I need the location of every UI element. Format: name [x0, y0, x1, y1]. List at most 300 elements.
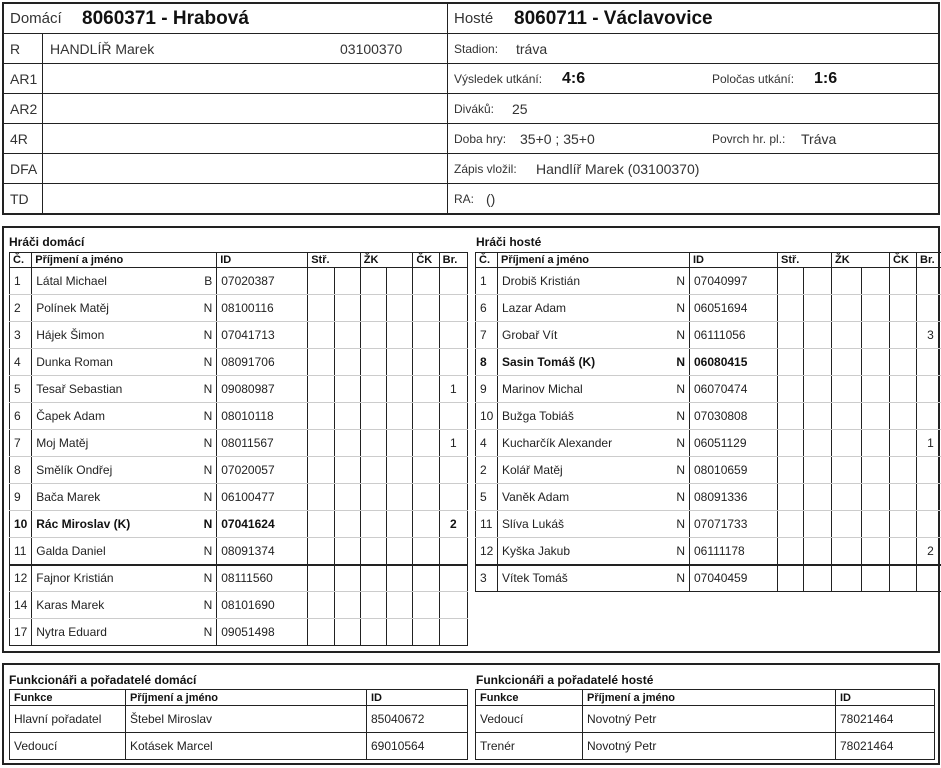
- cell-id: 08091374: [217, 538, 308, 565]
- cell-num: 5: [476, 484, 498, 511]
- player-flag: N: [676, 355, 685, 369]
- table-row: [476, 733, 935, 760]
- cell-name: [498, 322, 690, 349]
- cell-red: [890, 538, 917, 565]
- player-name: Slíva Lukáš: [502, 517, 565, 531]
- player-flag: N: [203, 598, 213, 612]
- referee-name: HANDLÍŘ Marek: [50, 40, 155, 57]
- cell-id: 06070474: [690, 376, 778, 403]
- referee-id: 03100370: [340, 40, 403, 57]
- cell-name: [498, 430, 690, 457]
- surface-value: Tráva: [801, 130, 837, 147]
- cell-red: [890, 322, 917, 349]
- cell-br: 1: [439, 376, 467, 403]
- stadium-value: tráva: [516, 40, 548, 57]
- home-label: Domácí: [10, 10, 62, 27]
- result-value: 4:6: [562, 69, 586, 87]
- cell-id: 06051694: [690, 295, 778, 322]
- cell-yellow-2: [387, 268, 413, 295]
- cell-id: 07040459: [690, 565, 778, 592]
- player-name: Marinov Michal: [502, 382, 583, 396]
- cell-red: [413, 511, 439, 538]
- cell-yellow-2: [387, 295, 413, 322]
- table-row: [10, 565, 468, 592]
- cell-red: [890, 376, 917, 403]
- cell-role: Vedoucí: [10, 733, 126, 760]
- cell-yellow-2: [862, 322, 890, 349]
- table-row: [476, 457, 941, 484]
- match-info-column: [448, 4, 938, 213]
- table-row: [476, 403, 941, 430]
- cell-yellow-1: [360, 349, 386, 376]
- col-name: Příjmení a jméno: [126, 690, 367, 706]
- player-flag: N: [676, 409, 685, 423]
- table-row: [10, 376, 468, 403]
- cell-red: [890, 349, 917, 376]
- match-header: [2, 2, 940, 215]
- entered-label: Zápis vložil:: [454, 161, 517, 176]
- referee-role: DFA: [10, 160, 38, 177]
- cell-yellow-2: [862, 538, 890, 565]
- cell-goals-2: [804, 430, 832, 457]
- cell-id: 08111560: [217, 565, 308, 592]
- cell-goals-2: [804, 565, 832, 592]
- cell-br: [439, 619, 467, 646]
- cell-yellow-1: [360, 403, 386, 430]
- cell-name: [32, 268, 217, 295]
- referee-role: TD: [10, 190, 29, 207]
- col-num: Č.: [476, 253, 498, 268]
- ra-row: [448, 184, 938, 213]
- referee-role: R: [10, 40, 21, 57]
- cell-br: [439, 349, 467, 376]
- home-officials-table: [9, 689, 468, 760]
- cell-red: [890, 565, 917, 592]
- cell-num: 4: [476, 430, 498, 457]
- player-name: Polínek Matěj: [36, 301, 109, 315]
- col-goals: Stř.: [308, 253, 361, 268]
- cell-goals-1: [778, 322, 804, 349]
- table-row: [10, 295, 468, 322]
- cell-num: 2: [476, 457, 498, 484]
- player-name: Drobiš Kristián: [502, 274, 581, 288]
- table-row: [476, 565, 941, 592]
- table-row: [10, 403, 468, 430]
- player-name: Kucharčík Alexander: [502, 436, 613, 450]
- cell-goals-2: [804, 403, 832, 430]
- cell-goals-1: [778, 457, 804, 484]
- table-row: [476, 268, 941, 295]
- cell-yellow-2: [387, 430, 413, 457]
- cell-goals-2: [804, 511, 832, 538]
- col-br: Br.: [917, 253, 941, 268]
- player-flag: N: [203, 463, 213, 477]
- cell-goals-2: [334, 484, 360, 511]
- cell-yellow-2: [862, 511, 890, 538]
- cell-name: Novotný Petr: [583, 733, 836, 760]
- cell-num: 1: [10, 268, 32, 295]
- col-role: Funkce: [10, 690, 126, 706]
- cell-name: [32, 322, 217, 349]
- cell-name: [498, 457, 690, 484]
- cell-yellow-2: [862, 376, 890, 403]
- cell-num: 12: [476, 538, 498, 565]
- cell-br: [439, 295, 467, 322]
- table-row: [476, 706, 935, 733]
- cell-goals-1: [778, 430, 804, 457]
- referee-column: [4, 4, 448, 213]
- cell-br: [439, 457, 467, 484]
- away-team-row: [448, 4, 938, 34]
- cell-br: 3: [917, 322, 941, 349]
- cell-red: [413, 592, 439, 619]
- home-players-table: [9, 252, 468, 646]
- spectators-row: [448, 94, 938, 124]
- cell-red: [890, 511, 917, 538]
- result-row: [448, 64, 938, 94]
- col-name: Příjmení a jméno: [32, 253, 217, 268]
- cell-goals-1: [308, 349, 334, 376]
- table-row: [10, 511, 468, 538]
- cell-br: 1: [439, 430, 467, 457]
- referee-row: [4, 94, 447, 124]
- cell-goals-2: [804, 322, 832, 349]
- cell-goals-1: [308, 430, 334, 457]
- player-flag: N: [676, 382, 685, 396]
- cell-red: [413, 403, 439, 430]
- cell-role: Vedoucí: [476, 706, 583, 733]
- referee-row: [4, 154, 447, 184]
- table-row: [10, 592, 468, 619]
- ra-label: RA:: [454, 191, 475, 206]
- referee-role: 4R: [10, 130, 28, 147]
- cell-id: 08101690: [217, 592, 308, 619]
- cell-red: [890, 403, 917, 430]
- table-row: [476, 511, 941, 538]
- cell-goals-2: [334, 457, 360, 484]
- cell-red: [413, 268, 439, 295]
- table-row: [10, 733, 468, 760]
- cell-name: [32, 457, 217, 484]
- cell-yellow-1: [832, 268, 862, 295]
- halftime-value: 1:6: [814, 69, 838, 87]
- cell-red: [890, 268, 917, 295]
- cell-name: [498, 565, 690, 592]
- cell-id: 08091706: [217, 349, 308, 376]
- cell-goals-2: [334, 592, 360, 619]
- cell-red: [413, 538, 439, 565]
- table-row: [10, 619, 468, 646]
- cell-num: 14: [10, 592, 32, 619]
- player-flag: N: [203, 328, 213, 342]
- cell-goals-2: [334, 430, 360, 457]
- cell-name: [32, 538, 217, 565]
- spectators-value: 25: [512, 100, 528, 117]
- col-yellow: ŽK: [360, 253, 413, 268]
- table-row: [476, 538, 941, 565]
- away-team-title: 8060711 - Václavovice: [514, 7, 713, 29]
- table-header: [10, 690, 468, 706]
- table-header: [476, 690, 935, 706]
- cell-goals-1: [778, 484, 804, 511]
- cell-goals-1: [778, 349, 804, 376]
- cell-yellow-1: [360, 538, 386, 565]
- cell-name: [498, 484, 690, 511]
- cell-num: 9: [10, 484, 32, 511]
- table-row: [10, 268, 468, 295]
- cell-yellow-1: [832, 430, 862, 457]
- player-name: Fajnor Kristián: [36, 571, 114, 586]
- cell-name: [498, 376, 690, 403]
- ra-value: (): [486, 190, 496, 207]
- cell-goals-2: [804, 349, 832, 376]
- cell-red: [413, 295, 439, 322]
- table-row: [10, 706, 468, 733]
- cell-goals-2: [804, 295, 832, 322]
- cell-role: Trenér: [476, 733, 583, 760]
- col-id: ID: [217, 253, 308, 268]
- cell-id: 78021464: [836, 733, 935, 760]
- cell-goals-1: [308, 592, 334, 619]
- cell-num: 8: [10, 457, 32, 484]
- cell-id: 07071733: [690, 511, 778, 538]
- cell-yellow-2: [387, 457, 413, 484]
- cell-yellow-2: [387, 376, 413, 403]
- cell-yellow-2: [862, 565, 890, 592]
- cell-name: [32, 295, 217, 322]
- away-players-title: Hráči hosté: [476, 235, 542, 249]
- cell-goals-1: [778, 511, 804, 538]
- cell-yellow-1: [360, 295, 386, 322]
- cell-name: [32, 592, 217, 619]
- cell-yellow-1: [832, 511, 862, 538]
- player-name: Kyška Jakub: [502, 543, 571, 558]
- cell-num: 2: [10, 295, 32, 322]
- cell-yellow-1: [832, 457, 862, 484]
- cell-name: [32, 511, 217, 538]
- player-flag: N: [676, 543, 685, 558]
- cell-br: [917, 457, 941, 484]
- cell-id: 85040672: [367, 706, 468, 733]
- home-team-row: [4, 4, 447, 34]
- cell-yellow-1: [360, 457, 386, 484]
- cell-yellow-1: [832, 349, 862, 376]
- cell-red: [413, 565, 439, 592]
- cell-goals-1: [778, 268, 804, 295]
- cell-name: [498, 511, 690, 538]
- table-row: [10, 538, 468, 565]
- cell-yellow-2: [862, 295, 890, 322]
- cell-id: 06080415: [690, 349, 778, 376]
- player-flag: B: [204, 274, 213, 288]
- cell-goals-1: [778, 295, 804, 322]
- cell-br: [439, 538, 467, 565]
- player-name: Rác Miroslav (K): [36, 517, 131, 531]
- cell-goals-2: [334, 322, 360, 349]
- cell-br: [917, 268, 941, 295]
- cell-num: 10: [476, 403, 498, 430]
- duration-value: 35+0 ; 35+0: [520, 130, 595, 147]
- cell-id: 07030808: [690, 403, 778, 430]
- cell-red: [413, 484, 439, 511]
- cell-yellow-1: [360, 511, 386, 538]
- cell-goals-1: [308, 538, 334, 565]
- col-red: ČK: [413, 253, 439, 268]
- col-num: Č.: [10, 253, 32, 268]
- table-row: [10, 457, 468, 484]
- player-flag: N: [203, 355, 213, 369]
- cell-num: 8: [476, 349, 498, 376]
- player-name: Lazar Adam: [502, 301, 567, 315]
- cell-br: [439, 592, 467, 619]
- stadium-row: [448, 34, 938, 64]
- cell-id: 08100116: [217, 295, 308, 322]
- cell-num: 5: [10, 376, 32, 403]
- cell-br: 2: [917, 538, 941, 565]
- cell-num: 7: [10, 430, 32, 457]
- cell-goals-1: [308, 268, 334, 295]
- cell-id: 08091336: [690, 484, 778, 511]
- cell-name: [32, 403, 217, 430]
- cell-goals-1: [778, 538, 804, 565]
- cell-br: [917, 376, 941, 403]
- cell-id: 06111056: [690, 322, 778, 349]
- cell-red: [890, 295, 917, 322]
- cell-num: 7: [476, 322, 498, 349]
- referee-role: AR1: [10, 70, 38, 87]
- col-name: Příjmení a jméno: [583, 690, 836, 706]
- table-row: [476, 484, 941, 511]
- cell-yellow-2: [387, 349, 413, 376]
- player-name: Nytra Eduard: [36, 625, 107, 639]
- cell-name: [498, 268, 690, 295]
- halftime-label: Poločas utkání:: [712, 71, 795, 86]
- player-flag: N: [676, 436, 685, 450]
- away-label: Hosté: [454, 10, 494, 27]
- cell-name: [32, 565, 217, 592]
- cell-goals-2: [804, 268, 832, 295]
- cell-red: [890, 430, 917, 457]
- player-name: Dunka Roman: [36, 355, 113, 369]
- col-goals: Stř.: [778, 253, 832, 268]
- cell-name: [32, 430, 217, 457]
- cell-br: [439, 403, 467, 430]
- player-flag: N: [203, 436, 213, 450]
- entered-value: Handlíř Marek (03100370): [536, 160, 700, 177]
- cell-name: [32, 484, 217, 511]
- entered-row: [448, 154, 938, 184]
- table-row: [10, 430, 468, 457]
- cell-goals-2: [334, 538, 360, 565]
- cell-yellow-2: [387, 322, 413, 349]
- cell-yellow-1: [360, 592, 386, 619]
- cell-name: [498, 349, 690, 376]
- player-name: Látal Michael: [36, 274, 107, 288]
- cell-num: 11: [476, 511, 498, 538]
- cell-yellow-2: [387, 484, 413, 511]
- home-players-title: Hráči domácí: [9, 235, 85, 249]
- referee-row: [4, 64, 447, 94]
- player-flag: N: [203, 625, 213, 639]
- cell-yellow-1: [360, 268, 386, 295]
- col-id: ID: [836, 690, 935, 706]
- cell-id: 07040997: [690, 268, 778, 295]
- cell-id: 07020387: [217, 268, 308, 295]
- cell-yellow-2: [862, 349, 890, 376]
- player-name: Vaněk Adam: [502, 490, 570, 504]
- cell-br: [439, 565, 467, 592]
- cell-id: 78021464: [836, 706, 935, 733]
- cell-id: 06100477: [217, 484, 308, 511]
- player-name: Hájek Šimon: [36, 328, 105, 342]
- cell-yellow-2: [387, 619, 413, 646]
- col-id: ID: [367, 690, 468, 706]
- table-row: [476, 322, 941, 349]
- player-flag: N: [203, 543, 213, 558]
- cell-yellow-1: [832, 484, 862, 511]
- cell-name: Novotný Petr: [583, 706, 836, 733]
- players-section: [2, 226, 940, 653]
- surface-label: Povrch hr. pl.:: [712, 131, 786, 146]
- player-flag: N: [203, 571, 213, 586]
- cell-yellow-1: [832, 295, 862, 322]
- cell-red: [413, 322, 439, 349]
- referee-row: [4, 34, 447, 64]
- cell-id: 07020057: [217, 457, 308, 484]
- col-name: Příjmení a jméno: [498, 253, 690, 268]
- table-header: [476, 253, 941, 268]
- player-name: Kolář Matěj: [502, 463, 563, 477]
- cell-yellow-2: [862, 268, 890, 295]
- cell-goals-2: [804, 457, 832, 484]
- cell-num: 6: [10, 403, 32, 430]
- player-flag: N: [676, 463, 685, 477]
- cell-goals-1: [308, 484, 334, 511]
- cell-id: 07041624: [217, 511, 308, 538]
- table-row: [476, 376, 941, 403]
- cell-goals-1: [308, 376, 334, 403]
- cell-name: Kotásek Marcel: [126, 733, 367, 760]
- cell-name: [32, 349, 217, 376]
- table-row: [10, 322, 468, 349]
- cell-yellow-1: [360, 619, 386, 646]
- cell-br: [917, 511, 941, 538]
- cell-yellow-2: [862, 430, 890, 457]
- cell-yellow-1: [360, 322, 386, 349]
- player-flag: N: [676, 571, 685, 586]
- cell-name: [498, 295, 690, 322]
- cell-num: 1: [476, 268, 498, 295]
- cell-yellow-2: [862, 403, 890, 430]
- cell-num: 9: [476, 376, 498, 403]
- away-players-table: [475, 252, 941, 592]
- table-row: [10, 349, 468, 376]
- cell-name: Štebel Miroslav: [126, 706, 367, 733]
- player-name: Bužga Tobiáš: [502, 409, 574, 423]
- cell-num: 17: [10, 619, 32, 646]
- cell-goals-2: [804, 376, 832, 403]
- cell-br: [439, 484, 467, 511]
- cell-name: [498, 538, 690, 565]
- cell-yellow-2: [862, 484, 890, 511]
- cell-name: [32, 376, 217, 403]
- player-flag: N: [203, 301, 213, 315]
- cell-br: [917, 484, 941, 511]
- player-name: Smělík Ondřej: [36, 463, 113, 477]
- cell-goals-2: [334, 403, 360, 430]
- col-br: Br.: [439, 253, 467, 268]
- cell-br: [439, 322, 467, 349]
